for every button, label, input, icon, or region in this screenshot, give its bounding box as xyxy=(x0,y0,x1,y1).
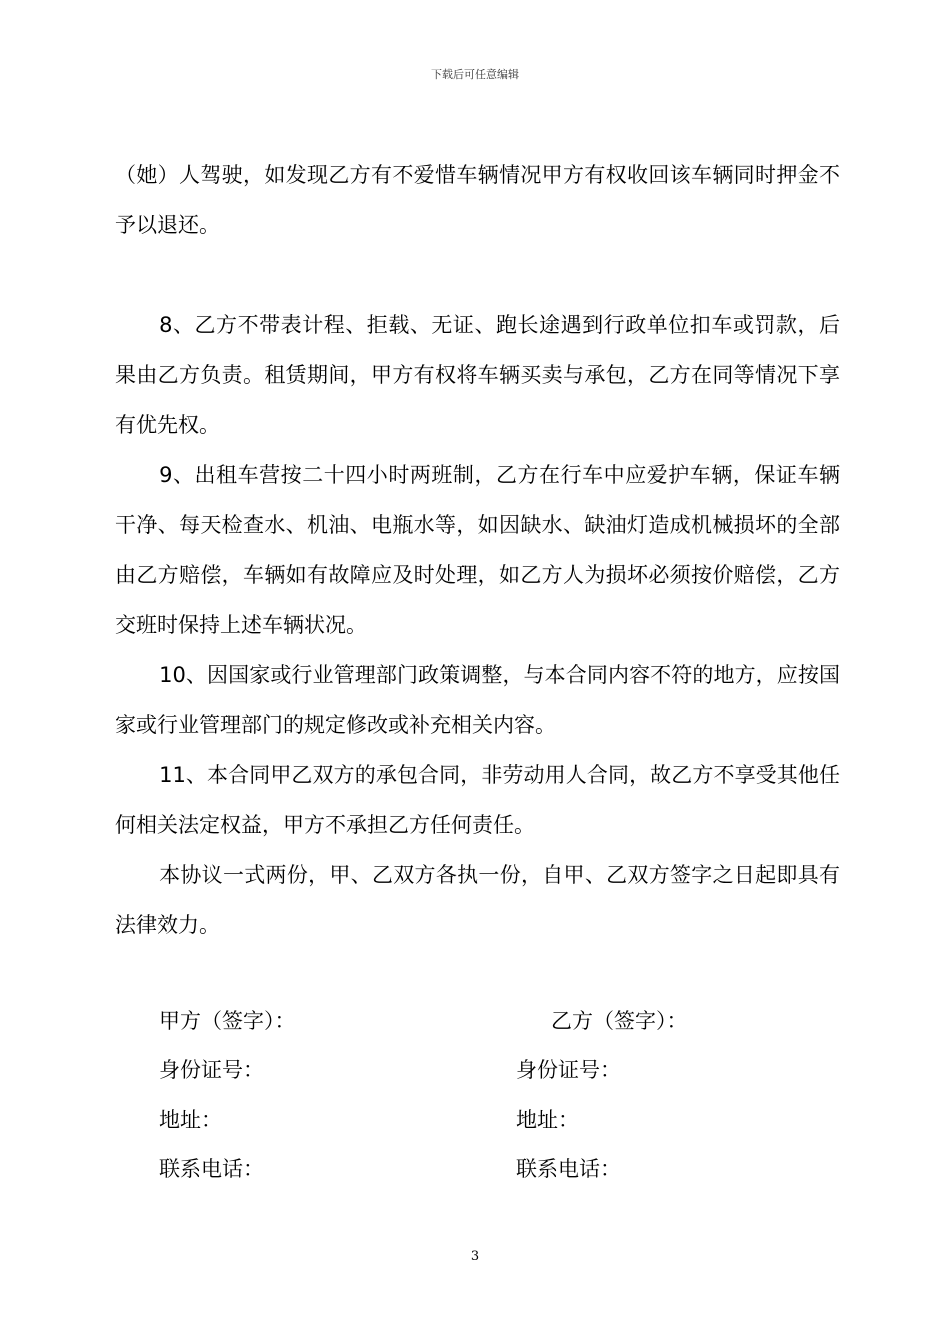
clause-9: 9、出租车营按二十四小时两班制，乙方在行车中应爱护车辆，保证车辆干净、每天检查水、机油、电瓶水等，如因缺水、缺油灯造成机械损坏的全部由乙方赔偿，车辆如有故障应及时处理，如乙方人为损坏必须按价赔偿，乙方交班时保持上述车辆状况。 xyxy=(115,463,840,637)
party-a-address-label: 地址： xyxy=(159,1108,222,1132)
continuation-paragraph: （她）人驾驶，如发现乙方有不爱惜车辆情况甲方有权收回该车辆同时押金不予以退还。 xyxy=(115,163,840,237)
party-b-phone-label: 联系电话： xyxy=(516,1157,621,1181)
clause-10: 10、因国家或行业管理部门政策调整，与本合同内容不符的地方，应按国家或行业管理部门的规定修改或补充相关内容。 xyxy=(115,663,840,737)
party-a-signature-label: 甲方（签字）： xyxy=(159,1009,296,1033)
party-b-address-label: 地址： xyxy=(516,1108,579,1132)
page-number: 3 xyxy=(470,1249,480,1264)
page-header: 下载后可任意编辑 xyxy=(431,68,519,81)
party-a-phone-label: 联系电话： xyxy=(159,1157,264,1181)
party-a-id-label: 身份证号： xyxy=(159,1058,264,1082)
clause-8: 8、乙方不带表计程、拒载、无证、跑长途遇到行政单位扣车或罚款，后果由乙方负责。租赁期间，甲方有权将车辆买卖与承包，乙方在同等情况下享有优先权。 xyxy=(115,313,840,437)
party-b-signature-label: 乙方（签字）： xyxy=(551,1009,688,1033)
agreement-effect-clause: 本协议一式两份，甲、乙双方各执一份，自甲、乙双方签字之日起即具有法律效力。 xyxy=(115,863,840,937)
clauses-section xyxy=(115,300,840,950)
party-b-id-label: 身份证号： xyxy=(516,1058,621,1082)
clause-11: 11、本合同甲乙双方的承包合同，非劳动用人合同，故乙方不享受其他任何相关法定权益，甲方不承担乙方任何责任。 xyxy=(115,763,840,837)
